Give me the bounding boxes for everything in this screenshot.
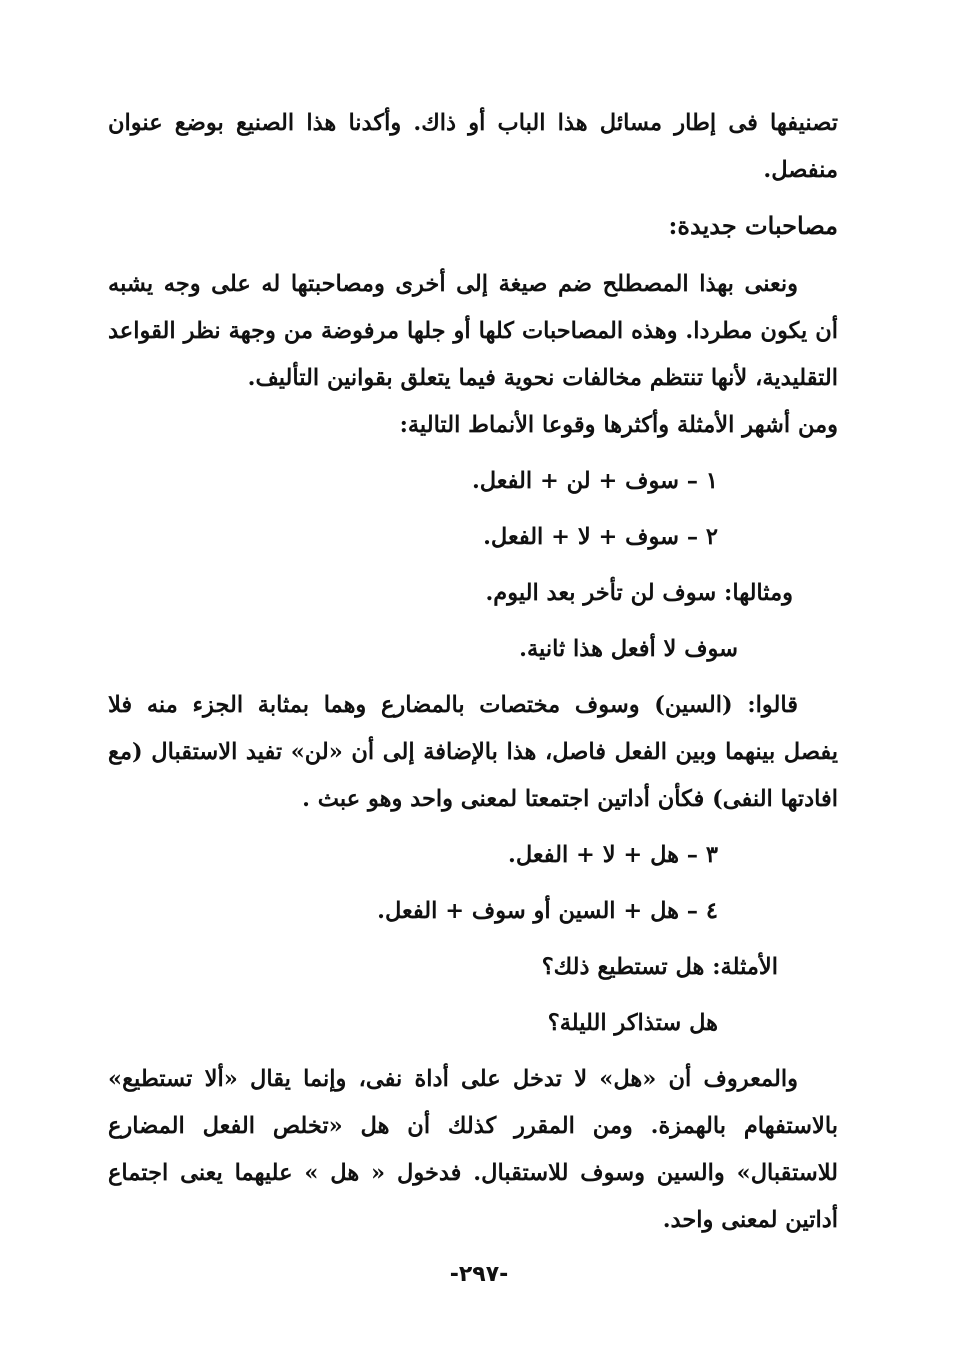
paragraph-intro-patterns: ومن أشهر الأمثلة وأكثرها وقوعا الأنماط التالية: [399,412,838,438]
paragraph-explanation-2: والمعروف أن «هل» لا تدخل على أداة نفى، وإنما يقال «ألا تستطيع» بالاستفهام بالهمزة. ومن المقرر كذلك أن هل «تخلص الفعل المضارع للاستقبال» والسين وسوف للاستقبال. فدخول « هل » عليهما يعنى اجتماع أداتين لمعنى واحد. [108,1066,838,1233]
example-2: سوف لا أفعل هذا ثانية. [519,636,738,662]
body-text [108,100,838,1244]
example-1: ومثالها: سوف لن تأخر بعد اليوم. [485,580,793,606]
example-3: الأمثلة: هل تستطيع ذلك؟ [541,954,778,980]
paragraph-explanation-1: قالوا: (السين) وسوف مختصات بالمضارع وهما بمثابة الجزء منه فلا يفصل بينهما وبين الفعل فاصل، هذا بالإضافة إلى أن «لن» تفيد الاستقبال (مع افادتها النفى) فكأن أداتين اجتمعتا لمعنى واحد وهو عبث . [108,692,838,812]
paragraph-continuation: تصنيفها فى إطار مسائل هذا الباب أو ذاك. وأكدنا هذا الصنيع بوضع عنوان منفصل. [108,110,838,183]
page-number: -٢٩٧- [449,1262,509,1287]
pattern-item-1: ١ – سوف + لن + الفعل. [471,468,718,494]
pattern-item-4: ٤ – هل + السين أو سوف + الفعل. [377,898,718,924]
pattern-item-2: ٢ – سوف + لا + الفعل. [483,524,718,550]
paragraph-definition: ونعنى بهذا المصطلح ضم صيغة إلى أخرى ومصاحبتها له على وجه يشبه أن يكون مطردا. وهذه المصاحبات كلها أو جلها مرفوضة من وجهة نظر القواعد التقليدية، لأنها تنتظم مخالفات نحوية فيما يتعلق بقوانين التأليف. [108,271,838,391]
section-heading: مصاحبات جديدة: [668,211,838,240]
pattern-item-3: ٣ – هل + لا + الفعل. [507,842,718,868]
example-4: هل ستذاكر الليلة؟ [547,1010,718,1036]
